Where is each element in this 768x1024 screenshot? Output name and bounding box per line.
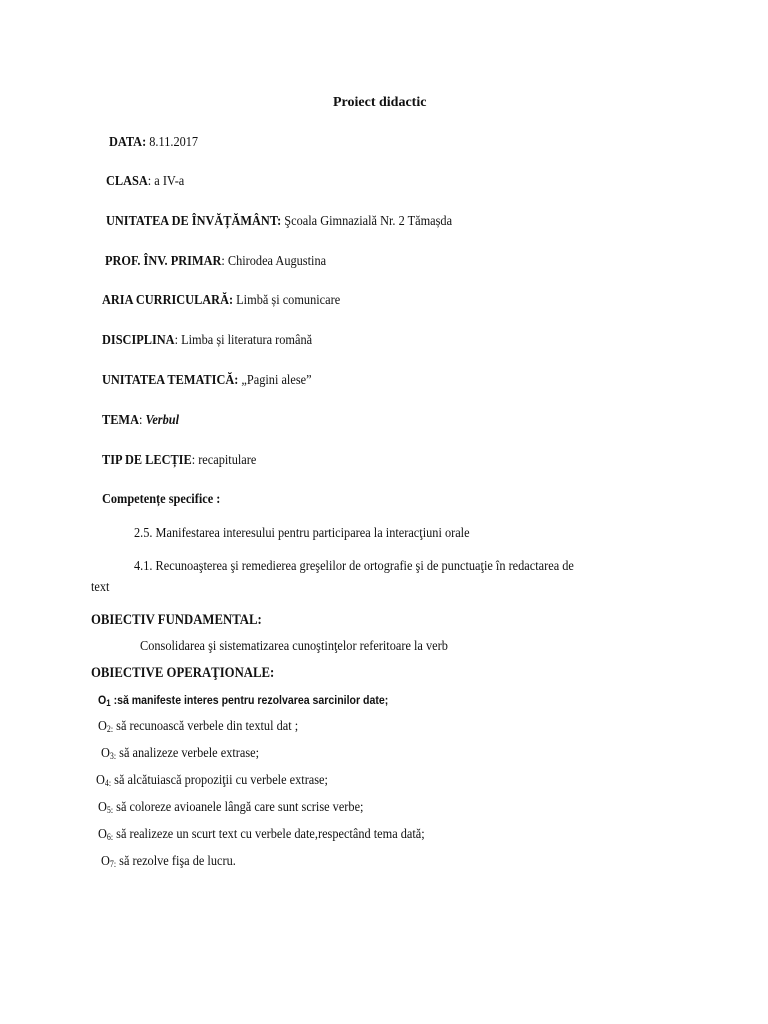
obiectiv-fundamental-heading: OBIECTIV FUNDAMENTAL: [91, 612, 262, 628]
field-separator: : [138, 413, 146, 428]
field-value: : a IV-a [147, 174, 185, 189]
field-label: TIP DE LECȚIE [102, 453, 192, 468]
field-disciplina [102, 332, 341, 350]
obiectiv-item: $O_{4:}$ să alcătuiască propoziţii cu verbele extrase; [96, 773, 328, 788]
field-aria [102, 292, 373, 310]
field-value: : Chirodea Augustina [221, 254, 327, 269]
field-value: Verbul [145, 413, 180, 428]
field-data [109, 134, 210, 152]
field-value: „Pagini alese” [238, 373, 312, 388]
field-tip-lectie [102, 452, 277, 470]
field-prof [105, 253, 356, 271]
field-value: : recapitulare [191, 453, 257, 468]
obiectiv-item: $O_1$ :să manifeste interes pentru rezolvarea sarcinilor date; [98, 693, 389, 708]
field-label: PROF. ÎNV. PRIMAR [105, 254, 222, 269]
obiective-operationale-heading: OBIECTIVE OPERAŢIONALE: [91, 665, 275, 681]
field-value: Limbă și comunicare [233, 293, 341, 308]
obiectiv-item: $O_{5:}$ să coloreze avioanele lângă care sunt scrise verbe; [98, 800, 364, 815]
obiectiv-item: $O_{7:}$ să rezolve fişa de lucru. [101, 854, 236, 869]
field-clasa [106, 173, 195, 191]
field-unitatea-tematica [102, 372, 340, 390]
competenta-item: 4.1. Recunoaşterea şi remedierea greşelilor de ortografie şi de punctuaţie în redactarea de [134, 559, 574, 574]
competenta-item-continuation: text [91, 580, 110, 595]
field-label: TEMA [102, 413, 139, 428]
obiectiv-item: $O_{2:}$ să recunoască verbele din textul dat ; [98, 719, 299, 734]
obiectiv-item: $O_{3:}$ să analizeze verbele extrase; [101, 746, 260, 761]
field-value: 8.11.2017 [146, 135, 199, 150]
competenta-item: 2.5. Manifestarea interesului pentru participarea la interacţiuni orale [134, 526, 470, 541]
document-title: Proiect didactic [333, 95, 427, 110]
obiectiv-fundamental-text: Consolidarea şi sistematizarea cunoştinţelor referitoare la verb [140, 639, 448, 654]
obiectiv-item: $O_{6:}$ să realizeze un scurt text cu verbele date,respectând tema dată; [98, 827, 425, 842]
field-label: UNITATEA TEMATICĂ: [102, 373, 239, 388]
field-label: ARIA CURRICULARĂ: [102, 293, 234, 308]
field-unitatea [106, 213, 499, 231]
field-value: Şcoala Gimnazială Nr. 2 Tămașda [281, 214, 453, 229]
field-value: : Limba și literatura română [174, 333, 313, 348]
competente-heading: Competențe specifice : [102, 492, 221, 507]
field-label: UNITATEA DE ÎNVĂȚĂMÂNT: [106, 214, 282, 229]
field-tema [102, 412, 190, 430]
field-label: CLASA [106, 174, 148, 189]
field-label: DISCIPLINA [102, 333, 175, 348]
field-label: DATA: [109, 135, 147, 150]
